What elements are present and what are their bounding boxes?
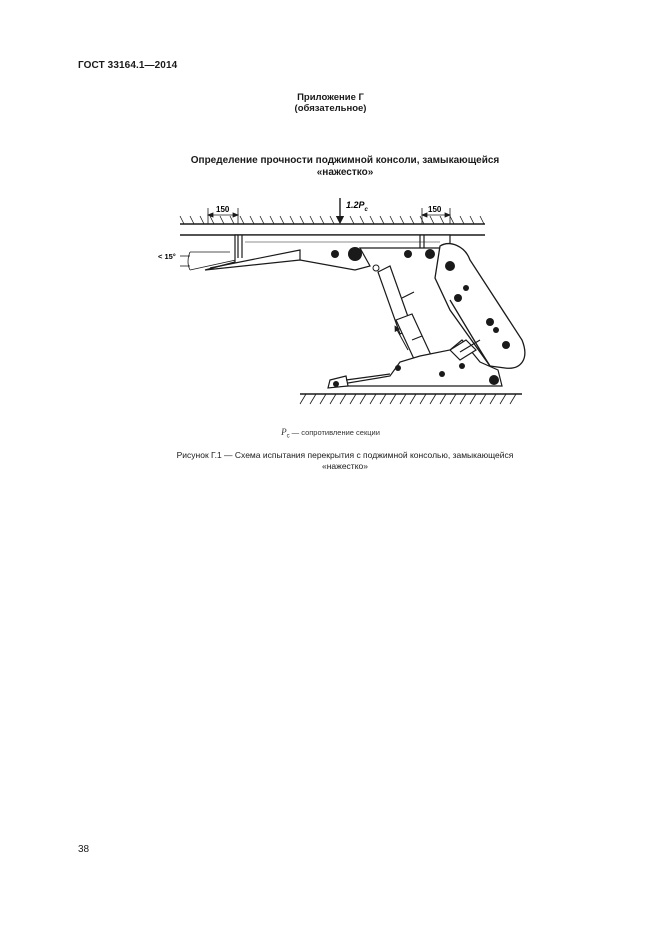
canopy: [205, 235, 450, 270]
leg-top-pin: [373, 265, 379, 271]
document-code: ГОСТ 33164.1—2014: [78, 60, 178, 71]
annex-title: Приложение Г: [297, 92, 364, 103]
section-title-line-1: Определение прочности поджимной консоли, замыкающейся: [190, 155, 500, 166]
page-number: 38: [78, 844, 90, 855]
figure-caption-line-2: «нажестко»: [322, 461, 368, 471]
top-beam: [180, 216, 485, 235]
load-subscript: c: [364, 207, 368, 213]
dimension-right-label: 150: [428, 205, 442, 214]
legend-symbol: P: [281, 427, 287, 437]
figure-legend: [0, 427, 661, 440]
roof-support-diagram: [150, 190, 540, 420]
section-title-line-2: «нажестко»: [316, 167, 374, 178]
legend-subscript: c: [286, 433, 290, 440]
angle-label: < 15°: [158, 252, 176, 261]
toe-pin: [333, 381, 339, 387]
load-label: [346, 200, 369, 213]
figure-caption-line-1: Рисунок Г.1 — Схема испытания перекрытия с поджимной консолью, замыкающейся: [176, 450, 514, 460]
ground: [300, 394, 522, 404]
annex-status: (обязательное): [294, 103, 367, 114]
dimension-left-label: 150: [216, 205, 230, 214]
load-symbol: P: [358, 200, 365, 210]
legend-text: — сопротивление секции: [289, 428, 380, 437]
load-coefficient: 1.2: [346, 200, 359, 210]
